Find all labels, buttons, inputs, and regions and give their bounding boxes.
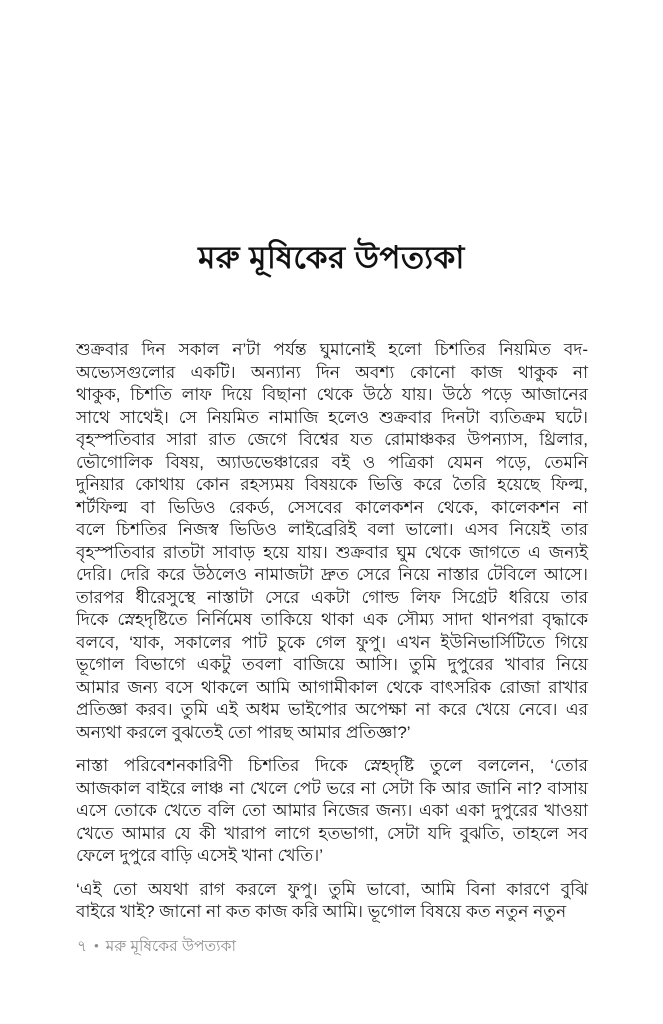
page-footer: [77, 936, 236, 957]
paragraph: [76, 879, 588, 924]
text-line: বৃহস্পতিবার রাতটা সাবাড় হয়ে যায়। শুক্রবার ঘুম থেকে জাগতে এ জন্যই: [76, 542, 588, 562]
text-line: দুনিয়ার কোথায় কোন রহস্যময় বিষয়কে ভিত্তি করে তৈরি হয়েছে ফিল্ম,: [76, 475, 588, 494]
text-line: দেরি। দেরি করে উঠলেও নামাজটা দ্রুত সেরে নিয়ে নাস্তার টেবিলে আসে।: [76, 565, 588, 584]
footer-book-title: মরু মূষিকের উপত্যকা: [105, 938, 236, 955]
chapter-title: মরু মূষিকের উপত্যকা: [198, 240, 465, 275]
text-line: শুক্রবার দিন সকাল ন’টা পর্যন্ত ঘুমানোই হলো চিশতির নিয়মিত বদ-: [76, 340, 588, 359]
text-line: সাথে সাথেই। সে নিয়মিত নামাজি হলেও শুক্রবার দিনটা ব্যতিক্রম ঘটে।: [76, 407, 588, 427]
paragraph: [76, 755, 588, 868]
text-line: ভৌগোলিক বিষয়, অ্যাডভেঞ্চারের বই ও পত্রিকা যেমন পড়ে, তেমনি: [76, 452, 588, 472]
text-line: দিকে স্নেহদৃষ্টিতে নির্নিমেষ তাকিয়ে থাকা এক সৌম্য সাদা থানপরা বৃদ্ধাকে: [76, 610, 588, 629]
page-number: ৭: [77, 938, 88, 955]
text-line: বলবে, ‘যাক, সকালের পাট চুকে গেল ফুপু। এখন ইউনিভার্সিটিতে গিয়ে: [76, 632, 588, 652]
body-text: [76, 339, 588, 935]
text-line: থাকুক, চিশতি লাফ দিয়ে বিছানা থেকে উঠে যায়। উঠে পড়ে আজানের: [76, 385, 588, 404]
text-line: অভ্যেসগুলোর একটি। অন্যান্য দিন অবশ্য কোনো কাজ থাকুক না: [76, 362, 588, 382]
text-line: বৃহস্পতিবার সারা রাত জেগে বিশ্বের যত রোমাঞ্চকর উপন্যাস, থ্রিলার,: [76, 430, 588, 449]
text-line: প্রতিজ্ঞা করব। তুমি এই অধম ভাইপোর অপেক্ষা না করে খেয়ে নেবে। এর: [76, 700, 588, 719]
text-line: ভূগোল বিভাগে একটু তবলা বাজিয়ে আসি। তুমি দুপুরের খাবার নিয়ে: [76, 655, 588, 674]
text-line: বলে চিশতির নিজস্ব ভিডিও লাইব্রেরিই বলা ভালো। এসব নিয়েই তার: [76, 520, 588, 539]
text-line: শর্টফিল্ম বা ভিডিও রেকর্ড, সেসবের কালেকশন থেকে, কালেকশন না: [76, 497, 588, 517]
text-line: খেতে আমার যে কী খারাপ লাগে হতভাগা, সেটা যদি বুঝতি, তাহলে সব: [76, 823, 588, 843]
text-line: এসে তোকে খেতে বলি তো আমার নিজের জন্য। একা একা দুপুরের খাওয়া: [76, 801, 588, 820]
text-line: বাইরে খাই? জানো না কত কাজ করি আমি। ভূগোল বিষয়ে কত নতুন নতুন: [76, 902, 567, 921]
text-line: আজকাল বাইরে লাঞ্চ না খেলে পেট ভরে না সেটা কি আর জানি না? বাসায়: [76, 778, 588, 798]
text-line: ‘এই তো অযথা রাগ করলে ফুপু। তুমি ভাবো, আমি বিনা কারণে বুঝি: [76, 879, 588, 899]
text-line: তারপর ধীরেসুস্থে নাস্তাটা সেরে একটা গোল্ড লিফ সিগ্রেট ধরিয়ে তার: [76, 587, 588, 607]
text-line: নাস্তা পরিবেশনকারিণী চিশতির দিকে স্নেহদৃষ্টি তুলে বললেন, ‘তোর: [76, 756, 588, 775]
text-line: ফেলে দুপুরে বাড়ি এসেই খানা খেতি।’: [76, 846, 324, 865]
paragraph: [76, 339, 588, 744]
text-line: অন্যথা করলে বুঝতেই তো পারছ আমার প্রতিজ্ঞা?’: [76, 722, 411, 742]
text-line: আমার জন্য বসে থাকলে আমি আগামীকাল থেকে বাৎসরিক রোজা রাখার: [76, 677, 588, 697]
bullet-separator-icon: •: [94, 938, 99, 953]
